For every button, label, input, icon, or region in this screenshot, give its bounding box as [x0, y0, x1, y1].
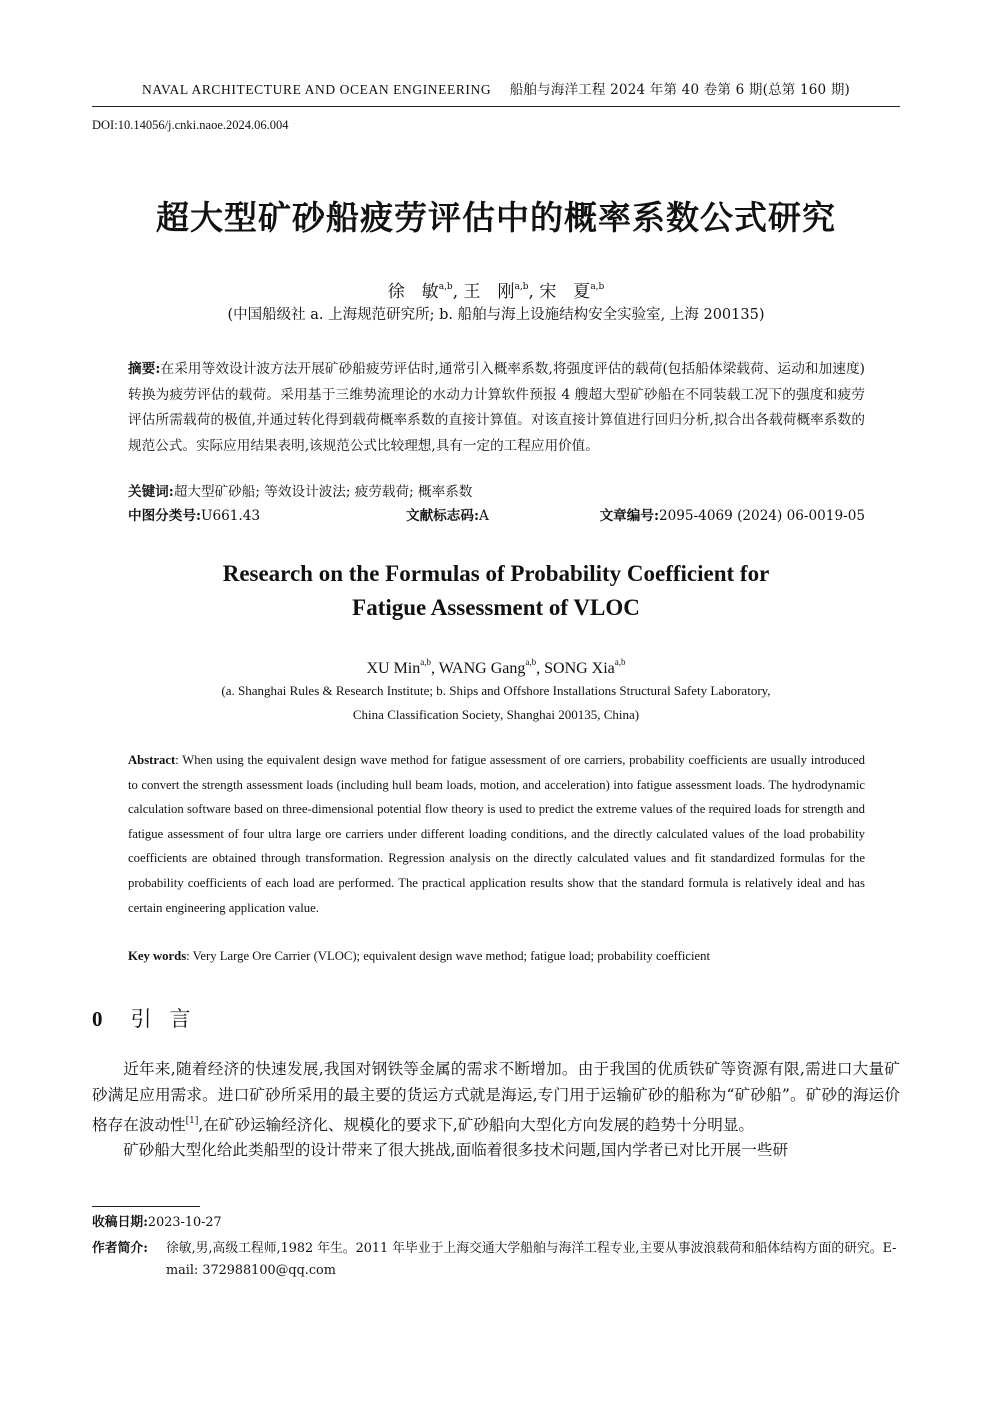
abstract-en-label: Abstract [128, 753, 176, 767]
abstract-en-text: When using the equivalent design wave method for fatigue assessment of ore carriers, probability coefficients are usually introduced to convert the strength assessment loads (including hull beam loads, motion, and acceleration) into fatigue assessment loads. The hydrodynamic calculation software based on three-dimensional potential flow theory is used to predict the extreme values of the required loads for strength and fatigue assessment of four ultra large ore carriers under different loading conditions, and the directly calculated values of the load probability coefficients are obtained through transformation. Regression analysis on the directly calculated values and fit standardized formulas for the probability coefficients of each load are performed. The practical application results show that the standard formula is relatively ideal and has certain engineering application value. [128, 753, 865, 915]
affiliation-en-line-1: (a. Shanghai Rules & Research Institute; b. Ships and Offshore Installations Structural Safety Laboratory, [221, 683, 771, 698]
title-en-line-1: Research on the Formulas of Probability Coefficient for [222, 561, 770, 586]
author-en-3: SONG Xia [544, 660, 615, 677]
author-sep: , [430, 660, 439, 677]
title-en [92, 557, 900, 625]
article-number [600, 505, 865, 527]
keywords-cn-text: 超大型矿砂船; 等效设计波法; 疲劳载荷; 概率系数 [173, 484, 473, 500]
author-bio [92, 1238, 900, 1282]
authors-cn [92, 274, 900, 305]
classification-row [128, 505, 865, 527]
author-cn-2-affil: a,b [514, 282, 529, 292]
clc-value: U661.43 [201, 508, 261, 524]
author-en-2: WANG Gang [438, 660, 526, 677]
author-cn-2: 王 刚 [463, 282, 515, 302]
keywords-en [128, 945, 865, 967]
keywords-cn [128, 481, 865, 503]
abstract-cn [128, 357, 865, 459]
author-en-3-affil: a,b [614, 657, 626, 667]
footnote-divider [92, 1206, 200, 1207]
author-sep: , [528, 282, 540, 302]
author-cn-1: 徐 敏 [387, 282, 439, 302]
abstract-en [128, 748, 865, 920]
author-sep: , [536, 660, 545, 677]
paragraph-2: 矿砂船大型化给此类船型的设计带来了很大挑战,面临着很多技术问题,国内学者已对比开展一些研 [123, 1141, 789, 1160]
abstract-cn-text: 在采用等效设计波方法开展矿砂船疲劳评估时,通常引入概率系数,将强度评估的载荷(包括船体梁载荷、运动和加速度)转换为疲劳评估的载荷。采用基于三维势流理论的水动力计算软件预报 4 艘超大型矿砂船在不同装载工况下的强度和疲劳评估所需载荷的极值,并通过转化得到载荷概率系数的直接计算值。对该直接计算值进行回归分析,拟合出各载荷概率系数的规范公式。实际应用结果表明,该规范公式比较理想,具有一定的工程应用价值。 [128, 361, 865, 454]
received-date-label: 收稿日期: [92, 1215, 148, 1230]
author-en-1: XU Min [366, 660, 421, 677]
section-title: 引言 [130, 1007, 209, 1031]
section-number: 0 [92, 1007, 105, 1031]
author-sep: , [452, 282, 464, 302]
journal-name-cn: 船舶与海洋工程 2024 年第 40 卷第 6 期(总第 160 期) [509, 82, 850, 98]
paragraph-1-part-a: 近年来,随着经济的快速发展,我国对钢铁等金属的需求不断增加。由于我国的优质铁矿等资源有限,需进口大量矿砂满足应用需求。进口矿砂所采用的最主要的货运方式就是海运,专门用于运输矿砂的船称为“矿砂船”。矿砂的海运价格存在波动性 [92, 1060, 900, 1134]
paragraph-1 [92, 1057, 900, 1138]
received-date [92, 1212, 900, 1234]
document-code [406, 505, 489, 527]
received-date-value: 2023-10-27 [147, 1215, 222, 1230]
authors-en [92, 650, 900, 681]
abstract-en-colon: : [175, 753, 183, 767]
section-heading [92, 1004, 209, 1034]
author-cn-1-affil: a,b [438, 282, 453, 292]
doc-code-label: 文献标志码: [406, 508, 479, 524]
author-en-1-affil: a,b [420, 657, 431, 667]
keywords-en-colon: : [186, 949, 193, 963]
paragraph-1-part-b: ,在矿砂运输经济化、规模化的要求下,矿砂船向大型化方向发展的趋势十分明显。 [198, 1115, 755, 1134]
keywords-en-label: Key words [128, 949, 187, 963]
clc-number [128, 505, 260, 527]
doc-code-value: A [479, 508, 489, 524]
citation-ref[interactable]: [1] [185, 1115, 199, 1126]
affiliation-en-line-2: China Classification Society, Shanghai 200135, China) [352, 707, 640, 722]
title-cn: 超大型矿砂船疲劳评估中的概率系数公式研究 [156, 198, 836, 237]
article-number-label: 文章编号: [599, 508, 659, 524]
doi: DOI:10.14056/j.cnki.naoe.2024.06.004 [92, 118, 289, 132]
keywords-cn-label: 关键词: [128, 484, 174, 500]
body-text [92, 1057, 900, 1164]
journal-name-en: NAVAL ARCHITECTURE AND OCEAN ENGINEERING [141, 82, 492, 97]
article-number-value: 2095-4069 (2024) 06-0019-05 [658, 508, 865, 524]
author-cn-3-affil: a,b [590, 282, 605, 292]
affiliation-cn: (中国船级社 a. 上海规范研究所; b. 船舶与海上设施结构安全实验室, 上海 200135) [227, 307, 765, 323]
abstract-cn-label: 摘要: [128, 361, 161, 377]
title-en-line-2: Fatigue Assessment of VLOC [352, 595, 640, 620]
clc-label: 中图分类号: [128, 508, 201, 524]
running-header [92, 80, 900, 107]
keywords-en-text: Very Large Ore Carrier (VLOC); equivalent design wave method; fatigue load; probability coefficient [192, 949, 711, 963]
author-cn-3: 宋 夏 [539, 282, 591, 302]
author-en-2-affil: a,b [525, 657, 537, 667]
author-bio-text: 徐敏,男,高级工程师,1982 年生。2011 年毕业于上海交通大学船舶与海洋工程专业,主要从事波浪载荷和船体结构方面的研究。E-mail: 372988100@qq.com [166, 1241, 897, 1278]
affiliation-en [92, 679, 900, 727]
author-bio-label: 作者简介: [92, 1241, 148, 1256]
